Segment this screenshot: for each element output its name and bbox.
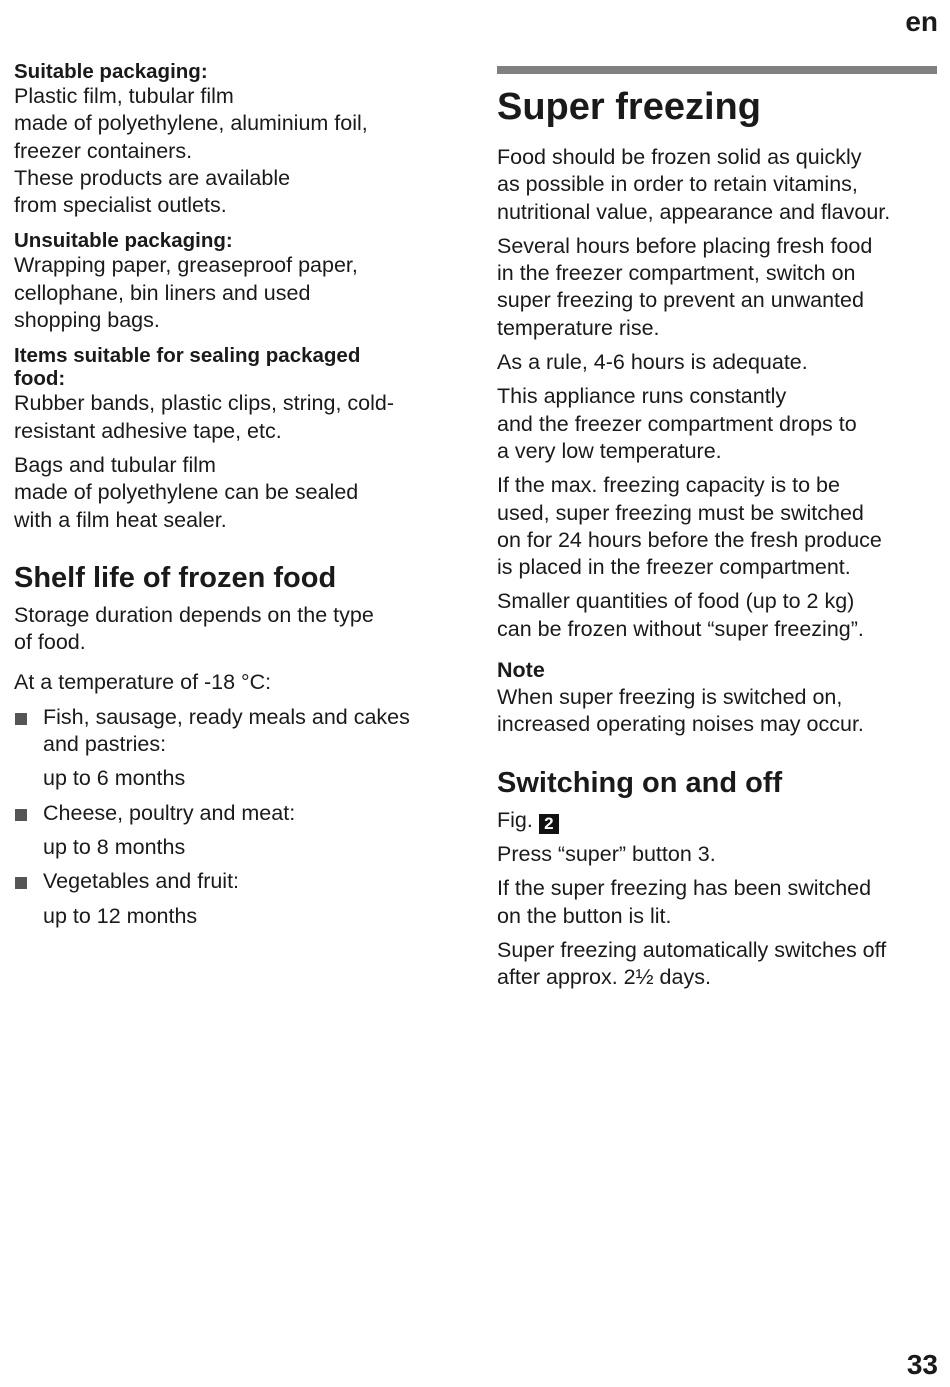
section-divider	[497, 66, 937, 74]
super-freezing-duration: As a rule, 4-6 hours is adequate.	[497, 350, 808, 375]
sealing-items-label: Items suitable for sealing packaged food:	[14, 344, 361, 391]
figure-number-badge: 2	[539, 814, 559, 834]
unsuitable-packaging-label: Unsuitable packaging:	[14, 229, 233, 253]
shelf-life-text: Storage duration depends on the type of food.	[14, 602, 374, 655]
switching-heading: Switching on and off	[497, 766, 783, 799]
unsuitable-packaging-text: Wrapping paper, greaseproof paper, cellophane, bin liners and used shopping bags.	[14, 253, 358, 333]
list-item-label: Cheese, poultry and meat:	[43, 800, 296, 825]
note-label: Note	[497, 658, 545, 683]
bullet-square-icon	[15, 877, 27, 889]
bullet-square-icon	[15, 809, 27, 821]
left-column	[14, 60, 459, 937]
list-item	[14, 704, 459, 759]
suitable-packaging-text: Plastic film, tubular film made of polyethylene, aluminium foil, freezer containers.	[14, 84, 368, 163]
super-freezing-heading: Super freezing	[497, 86, 761, 128]
list-item-duration: up to 8 months	[43, 834, 186, 859]
super-freezing-intro: Food should be frozen solid as quickly as possible in order to retain vitamins, nutritional value, appearance and flavour.	[497, 145, 891, 224]
super-freezing-small-quantities: Smaller quantities of food (up to 2 kg) can be frozen without “super freezing”.	[497, 589, 864, 641]
super-freezing-before: Several hours before placing fresh food in the freezer compartment, switch on super freezing to prevent an unwanted temperature rise.	[497, 233, 873, 340]
suitable-packaging-availability: These products are available from specialist outlets.	[14, 165, 291, 218]
bullet-square-icon	[15, 713, 27, 725]
list-item-label: Vegetables and fruit:	[43, 869, 240, 894]
list-item-duration: up to 12 months	[43, 903, 198, 928]
suitable-packaging-label: Suitable packaging:	[14, 60, 208, 83]
super-freezing-appliance: This appliance runs constantly and the freezer compartment drops to a very low temperature.	[497, 384, 857, 463]
super-freezing-capacity: If the max. freezing capacity is to be used, super freezing must be switched on for 24 hours before the fresh produce is placed in the freezer compartment.	[497, 473, 882, 580]
page-number: 33	[906, 1349, 938, 1380]
right-column	[497, 60, 937, 998]
shelf-life-heading: Shelf life of frozen food	[14, 561, 337, 594]
list-item-duration: up to 6 months	[43, 766, 186, 791]
sealing-bags-text: Bags and tubular film made of polyethylene can be sealed with a film heat sealer.	[14, 452, 359, 532]
figure-reference	[497, 807, 937, 834]
sealing-items-text: Rubber bands, plastic clips, string, cold- resistant adhesive tape, etc.	[14, 391, 395, 443]
list-item	[14, 868, 459, 895]
list-item	[14, 800, 459, 827]
switching-step-press: Press “super” button 3.	[497, 841, 716, 866]
figure-label: Fig.	[497, 807, 533, 832]
language-code: en	[905, 6, 938, 37]
temperature-text: At a temperature of -18 °C:	[14, 670, 272, 695]
switching-step-auto-off: Super freezing automatically switches off after approx. 2½ days.	[497, 937, 887, 990]
list-item-label: Fish, sausage, ready meals and cakes and pastries:	[43, 704, 410, 757]
switching-step-lit: If the super freezing has been switched on the button is lit.	[497, 876, 872, 928]
note-text: When super freezing is switched on, increased operating noises may occur.	[497, 685, 864, 737]
